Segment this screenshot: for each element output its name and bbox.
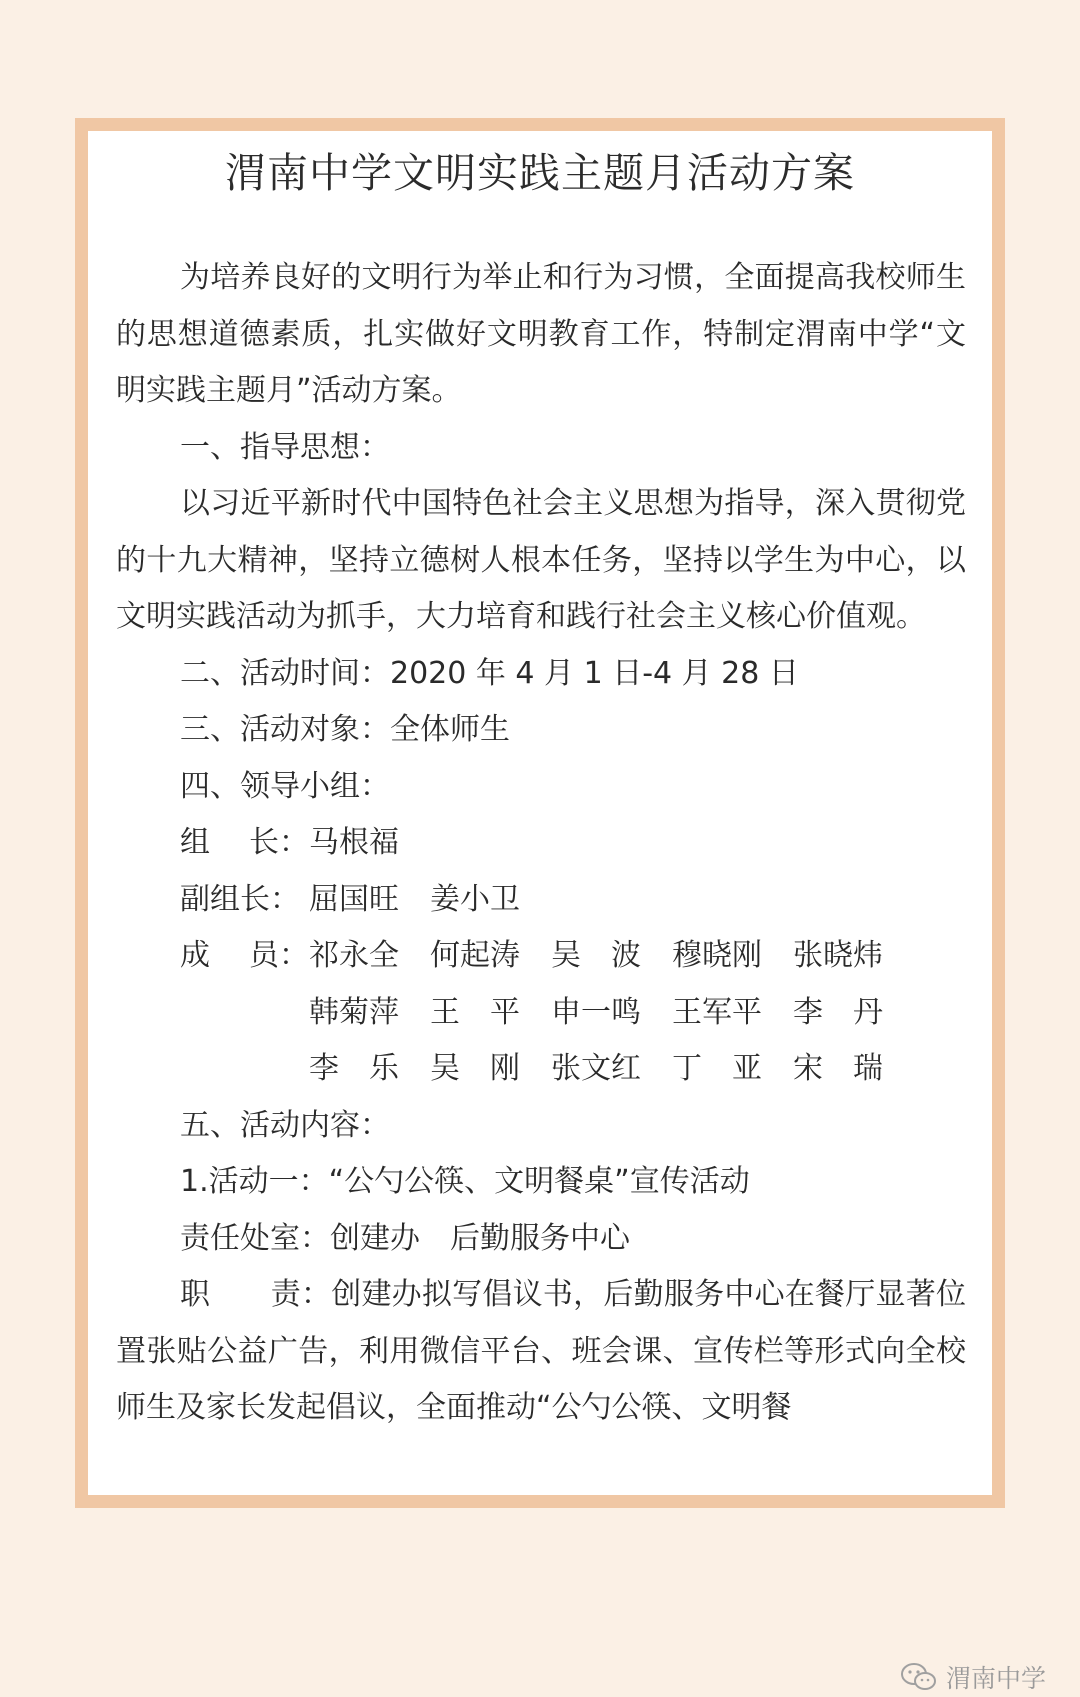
- member-name: 韩 菊 萍: [309, 994, 399, 1030]
- member-name: 何 起 涛: [430, 938, 520, 973]
- members-line: [309, 1041, 914, 1098]
- deputy-row: [116, 872, 966, 929]
- member-name: 穆 晓 刚: [672, 938, 762, 973]
- duty-label: 职 责：: [180, 1277, 332, 1312]
- responsible-office: 责任处室：创建办 后勤服务中心: [180, 1220, 630, 1256]
- deputy-label: 副组长：: [180, 881, 300, 917]
- members-row: [116, 928, 966, 985]
- member-name: 申 一 鸣: [551, 994, 641, 1030]
- account-name: 渭南中学: [945, 1664, 1046, 1693]
- section-heading-leadership-group: 四、领导小组：: [180, 768, 390, 804]
- member-name: 吴 波: [551, 938, 641, 973]
- members-line: [309, 928, 914, 985]
- member-name: 王 平: [430, 994, 520, 1030]
- leader-label: 组 长：: [180, 825, 309, 860]
- activity-target: 三、活动对象：全体师生: [180, 712, 510, 747]
- member-name: 祁 永 全: [309, 938, 399, 973]
- deputy-name: 姜小卫: [430, 881, 520, 917]
- duty-text: 创建办拟写倡议书，后勤服务中心在餐厅显著位置张贴公益广告，利用微信平台、班会课、宣传栏等形式向全校师生及家长发起倡议，全面推动“公勺公筷、文明餐: [116, 1277, 967, 1425]
- document-body: [116, 250, 966, 1437]
- members-label: 成 员：: [180, 938, 309, 973]
- section-heading-guiding-ideology: 一、指导思想：: [180, 429, 390, 465]
- members-row: [116, 985, 966, 1042]
- leader-name: 马根福: [309, 825, 399, 860]
- member-name: 宋 瑞: [793, 1051, 883, 1086]
- section-heading-activity-content: 五、活动内容：: [180, 1107, 390, 1143]
- member-name: 吴 刚: [430, 1051, 520, 1086]
- activity-time: 二、活动时间：2020 年 4 月 1 日-4 月 28 日: [180, 655, 799, 691]
- duty-paragraph: [116, 1267, 966, 1437]
- guiding-ideology-paragraph: 以习近平新时代中国特色社会主义思想为指导，深入贯彻党的十九大精神，坚持立德树人根本任务，坚持以学生为中心，以文明实践活动为抓手，大力培育和践行社会主义核心价值观。: [116, 486, 966, 634]
- document-title: 渭南中学文明实践主题月活动方案: [225, 149, 855, 197]
- intro-paragraph: 为培养良好的文明行为举止和行为习惯，全面提高我校师生的思想道德素质，扎实做好文明教育工作，特制定渭南中学“文明实践主题月”活动方案。: [116, 260, 966, 408]
- member-name: 李 乐: [309, 1051, 399, 1086]
- member-name: 张 文 红: [551, 1051, 641, 1086]
- wechat-account-watermark: [900, 1657, 1046, 1697]
- member-name: 丁 亚: [672, 1051, 762, 1086]
- wechat-icon: [900, 1661, 938, 1693]
- member-name: 张 晓 炜: [793, 938, 883, 973]
- leader-row: [116, 815, 966, 872]
- member-name: 王 军 平: [672, 994, 762, 1030]
- activity-one-title: 1.活动一：“公勺公筷、文明餐桌”宣传活动: [180, 1164, 750, 1199]
- members-row: [116, 1041, 966, 1098]
- deputy-name: 屈国旺: [309, 881, 399, 917]
- members-line: [309, 985, 914, 1042]
- member-name: 李 丹: [793, 994, 883, 1030]
- document-sheet: [88, 131, 992, 1495]
